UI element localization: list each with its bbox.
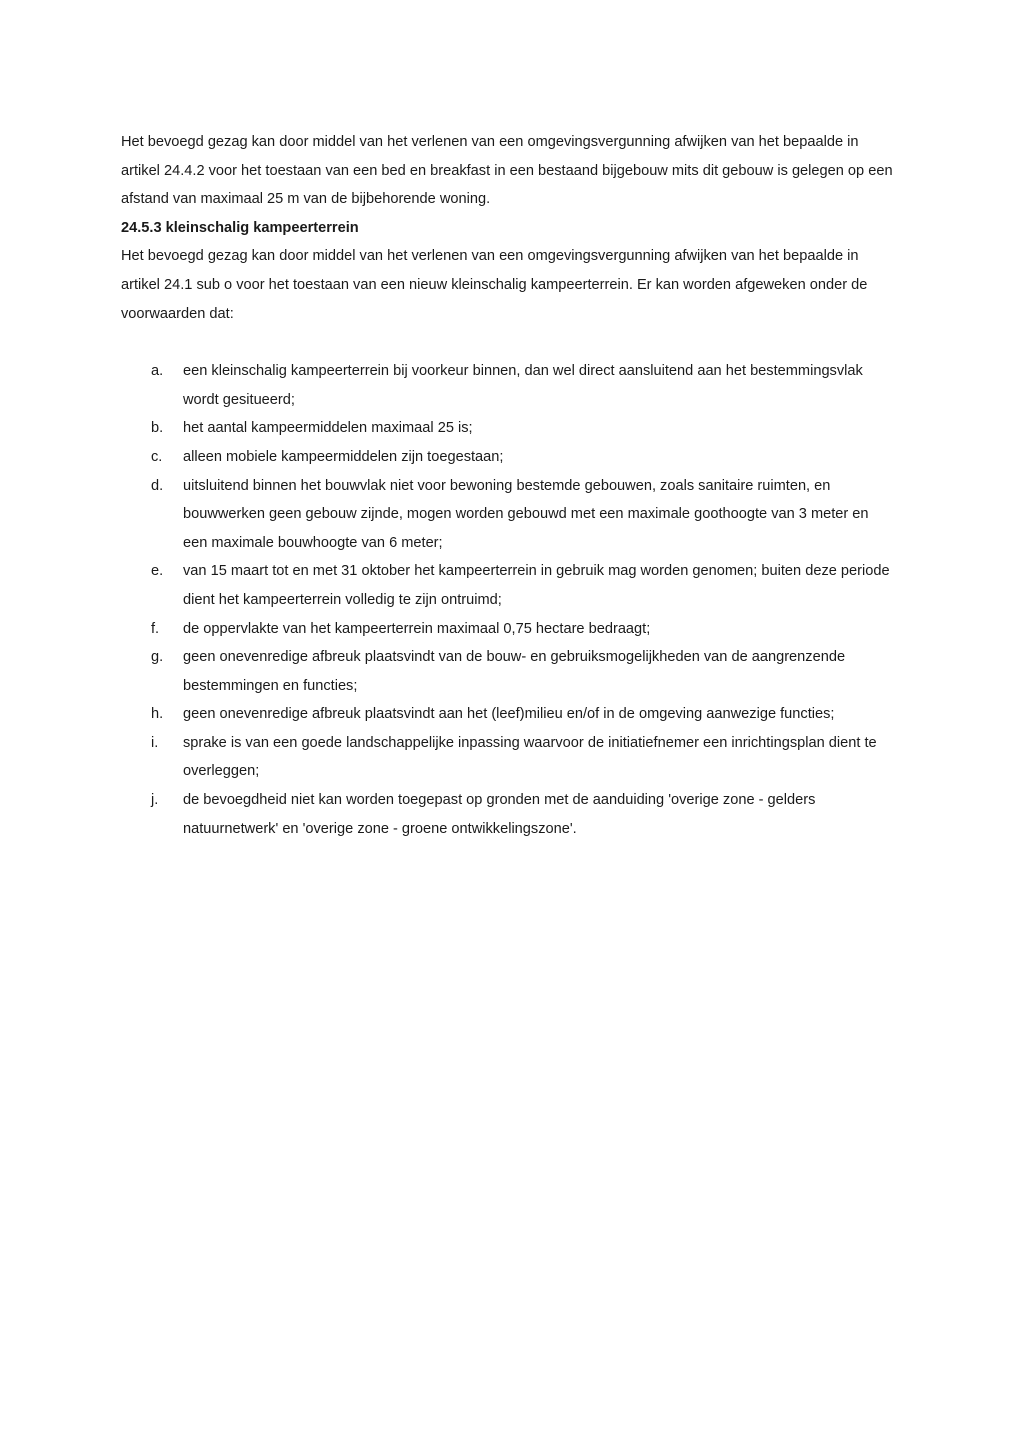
list-marker: j.	[151, 792, 159, 809]
list-item-text: alleen mobiele kampeermiddelen zijn toegestaan;	[183, 448, 504, 465]
list-marker: a.	[151, 363, 164, 380]
section-paragraph: Het bevoegd gezag kan door middel van het verlenen van een omgevingsvergunning afwijken van het bepaalde in artikel 24.1 sub o voor het toestaan van een nieuw kleinschalig kampeerterrein. Er kan worden afgeweken onder de voorwaarden dat:	[121, 248, 868, 322]
list-item-text: van 15 maart tot en met 31 oktober het kampeerterrein in gebruik mag worden genomen; buiten deze periode dient het kampeerterrein volledig te zijn ontruimd;	[183, 563, 890, 608]
list-marker: h.	[151, 706, 164, 723]
list-marker: i.	[151, 734, 159, 751]
list-item	[121, 557, 896, 614]
list-item	[121, 443, 896, 472]
list-marker: g.	[151, 649, 164, 666]
list-item	[121, 357, 896, 414]
list-item-text: de bevoegdheid niet kan worden toegepast op gronden met de aanduiding 'overige zone - gelders natuurnetwerk' en 'overige zone - groene ontwikkelingszone'.	[183, 792, 816, 837]
list-item-text: geen onevenredige afbreuk plaatsvindt aan het (leef)milieu en/of in de omgeving aanwezige functies;	[183, 706, 835, 723]
list-item	[121, 729, 896, 786]
section-heading: 24.5.3 kleinschalig kampeerterrein	[121, 219, 359, 236]
list-marker: f.	[151, 620, 160, 637]
list-marker: e.	[151, 563, 164, 580]
list-item-text: uitsluitend binnen het bouwvlak niet voor bewoning bestemde gebouwen, zoals sanitaire ruimten, en bouwwerken geen gebouw zijnde, mogen worden gebouwd met een maximale goothoogte van 3 meter en een maximale bouwhoogte van 6 meter;	[183, 477, 869, 551]
document-body	[121, 128, 896, 843]
list-item-text: geen onevenredige afbreuk plaatsvindt van de bouw- en gebruiksmogelijkheden van de aangrenzende bestemmingen en functies;	[183, 649, 846, 694]
list-marker: c.	[151, 448, 163, 465]
conditions-list	[121, 357, 896, 843]
list-item	[121, 472, 896, 558]
list-item	[121, 414, 896, 443]
list-item	[121, 700, 896, 729]
list-marker: d.	[151, 477, 164, 494]
list-item-text: sprake is van een goede landschappelijke inpassing waarvoor de initiatiefnemer een inrichtingsplan dient te overleggen;	[183, 734, 877, 780]
list-item	[121, 786, 896, 843]
list-item-text: een kleinschalig kampeerterrein bij voorkeur binnen, dan wel direct aansluitend aan het bestemmingsvlak wordt gesitueerd;	[183, 363, 863, 408]
list-item	[121, 615, 896, 644]
list-item	[121, 643, 896, 700]
list-marker: b.	[151, 420, 164, 437]
list-item-text: de oppervlakte van het kampeerterrein maximaal 0,75 hectare bedraagt;	[183, 620, 651, 637]
intro-paragraph: Het bevoegd gezag kan door middel van het verlenen van een omgevingsvergunning afwijken van het bepaalde in artikel 24.4.2 voor het toestaan van een bed en breakfast in een bestaand bijgebouw mits dit gebouw is gelegen op een afstand van maximaal 25 m van de bijbehorende woning.	[121, 134, 893, 208]
list-item-text: het aantal kampeermiddelen maximaal 25 is;	[183, 420, 473, 437]
